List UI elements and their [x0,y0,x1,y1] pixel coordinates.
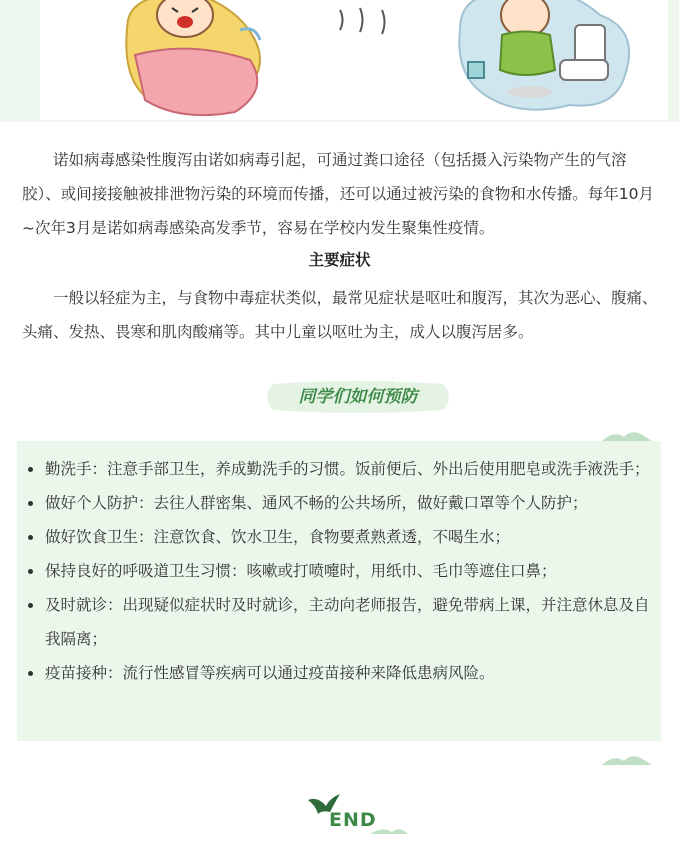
cartoon-illustration [40,0,668,120]
list-item-text: 做好饮食卫生：注意饮食、饮水卫生，食物要煮熟煮透，不喝生水； [45,528,511,546]
list-item-text: 保持良好的呼吸道卫生习惯：咳嗽或打喷嚏时，用纸巾、毛巾等遮住口鼻； [45,562,557,580]
bullet-icon [28,569,33,574]
prevention-banner [263,378,453,416]
list-item [45,588,657,656]
intro-paragraph: 诺如病毒感染性腹泻由诺如病毒引起，可通过粪口途径（包括摄入污染物产生的气溶胶）、或间接接触被排泄物污染的环境而传播，还可以通过被污染的食物和水传播。每年10月~次年3月是诺如病毒感染高发季节，容易在学校内发生聚集性疫情。 [22,151,654,237]
end-label: END [329,809,377,831]
list-item [45,486,657,520]
bullet-icon [28,603,33,608]
bullet-icon [28,467,33,472]
hill-decoration-icon [602,752,652,766]
bullet-icon [28,535,33,540]
section-heading-symptoms: 主要症状 [308,251,371,269]
list-item-text: 做好个人防护：去往人群密集、通风不畅的公共场所，做好戴口罩等个人防护； [45,494,588,512]
list-item-text: 及时就诊：出现疑似症状时及时就诊，主动向老师报告，避免带病上课，并注意休息及自我隔离； [45,596,650,648]
hill-decoration-icon [602,428,652,442]
prevention-list [45,452,657,690]
banner-title: 同学们如何预防 [298,387,418,407]
list-item [45,554,657,588]
list-item [45,520,657,554]
bullet-icon [28,501,33,506]
list-item [45,452,657,486]
list-item-text: 疫苗接种：流行性感冒等疾病可以通过疫苗接种来降低患病风险。 [45,664,495,682]
symptoms-paragraph: 一般以轻症为主，与食物中毒症状类似，最常见症状是呕吐和腹泻，其次为恶心、腹痛、头痛、发热、畏寒和肌肉酸痛等。其中儿童以呕吐为主，成人以腹泻居多。 [22,289,658,341]
end-mark [300,790,410,840]
bullet-icon [28,671,33,676]
list-item-text: 勤洗手：注意手部卫生，养成勤洗手的习惯。饭前便后、外出后使用肥皂或洗手液洗手； [45,460,650,478]
list-item [45,656,657,690]
